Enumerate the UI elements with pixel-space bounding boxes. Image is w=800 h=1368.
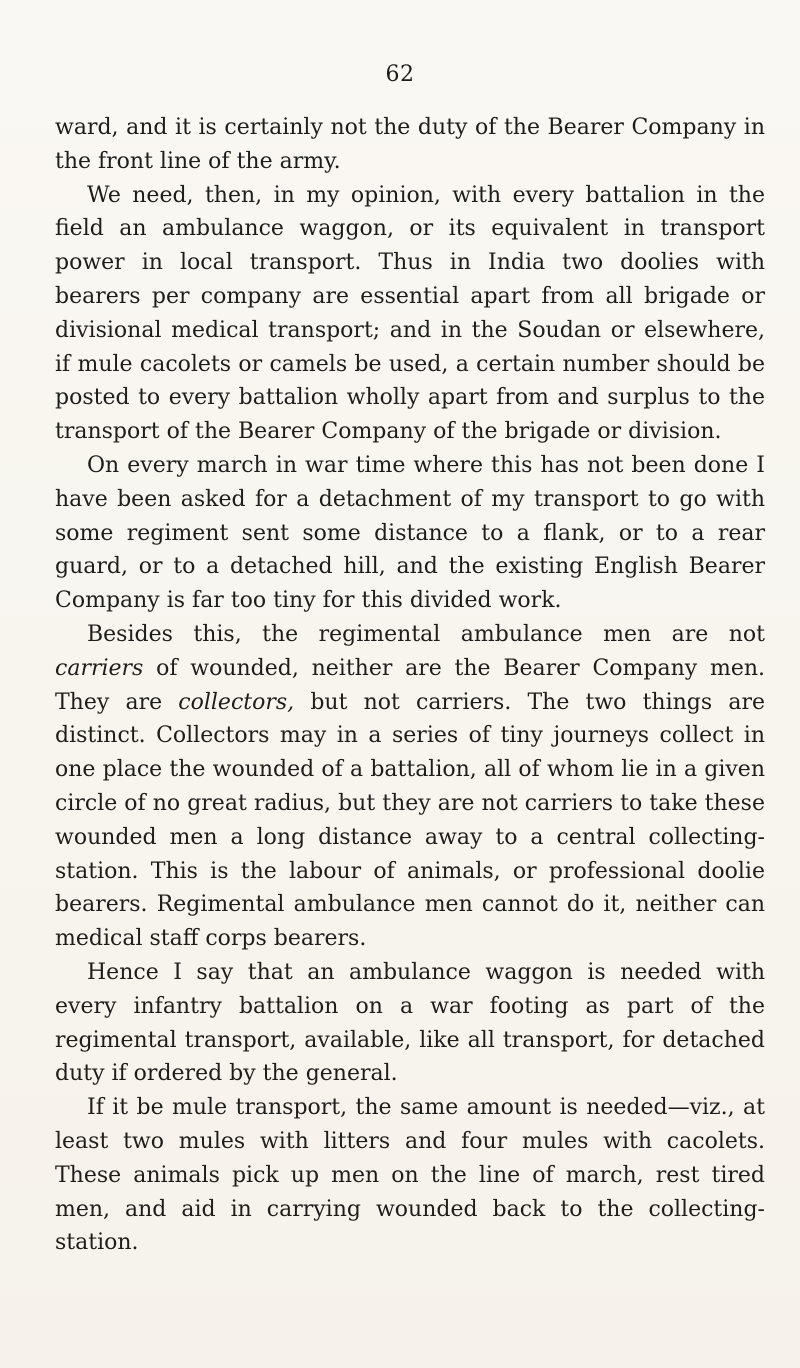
body-text <box>55 111 765 1260</box>
paragraph-text-segment: but not carriers. The two things are distinct. Collectors may in a series of tiny journeys collect in one place the wounded of a battalion, all of whom lie in a given circle of no great radius, but they are not carriers to take these wounded men a long distance away to a central collecting-station. This is the labour of animals, or professional doolie bearers. Regimental ambulance men cannot do it, neither can medical staff corps bearers. <box>55 689 765 952</box>
italic-collectors: collectors, <box>178 689 295 715</box>
paragraph-detachment-request: On every march in war time where this has not been done I have been asked for a detachment of my transport to go with some regiment sent some distance to a flank, or to a rear guard, or to a detached hill, and the existing English Bearer Company is far too tiny for this divided work. <box>55 452 765 614</box>
paragraph-text-segment: Besides this, the regimental ambulance men are not <box>87 621 765 647</box>
italic-carriers: carriers <box>55 655 144 681</box>
paragraph-text-segment: of wounded, neither are the Bearer Company men. They are <box>55 655 765 715</box>
paragraph-ambulance-need: We need, then, in my opinion, with every battalion in the field an ambulance waggon, or its equivalent in transport power in local transport. Thus in India two doolies with bearers per company are essential apart from all brigade or divisional medical transport; and in the Soudan or elsewhere, if mule cacolets or camels be used, a certain number should be posted to every battalion wholly apart from and surplus to the transport of the Bearer Company of the brigade or division. <box>55 182 765 445</box>
paragraph-ambulance-waggon: Hence I say that an ambulance waggon is needed with every infantry battalion on a war footing as part of the regimental transport, available, like all transport, for detached duty if ordered by the general. <box>55 959 765 1087</box>
paragraph-collectors-carriers <box>55 618 765 956</box>
page-number: 62 <box>385 62 415 87</box>
paragraph-continuation: ward, and it is certainly not the duty of the Bearer Company in the front line of the army. <box>55 115 765 174</box>
paragraph-mule-transport: If it be mule transport, the same amount is needed—viz., at least two mules with litters and four mules with cacolets. These animals pick up men on the line of march, rest tired men, and aid in carrying wounded back to the collecting-station. <box>55 1095 765 1256</box>
